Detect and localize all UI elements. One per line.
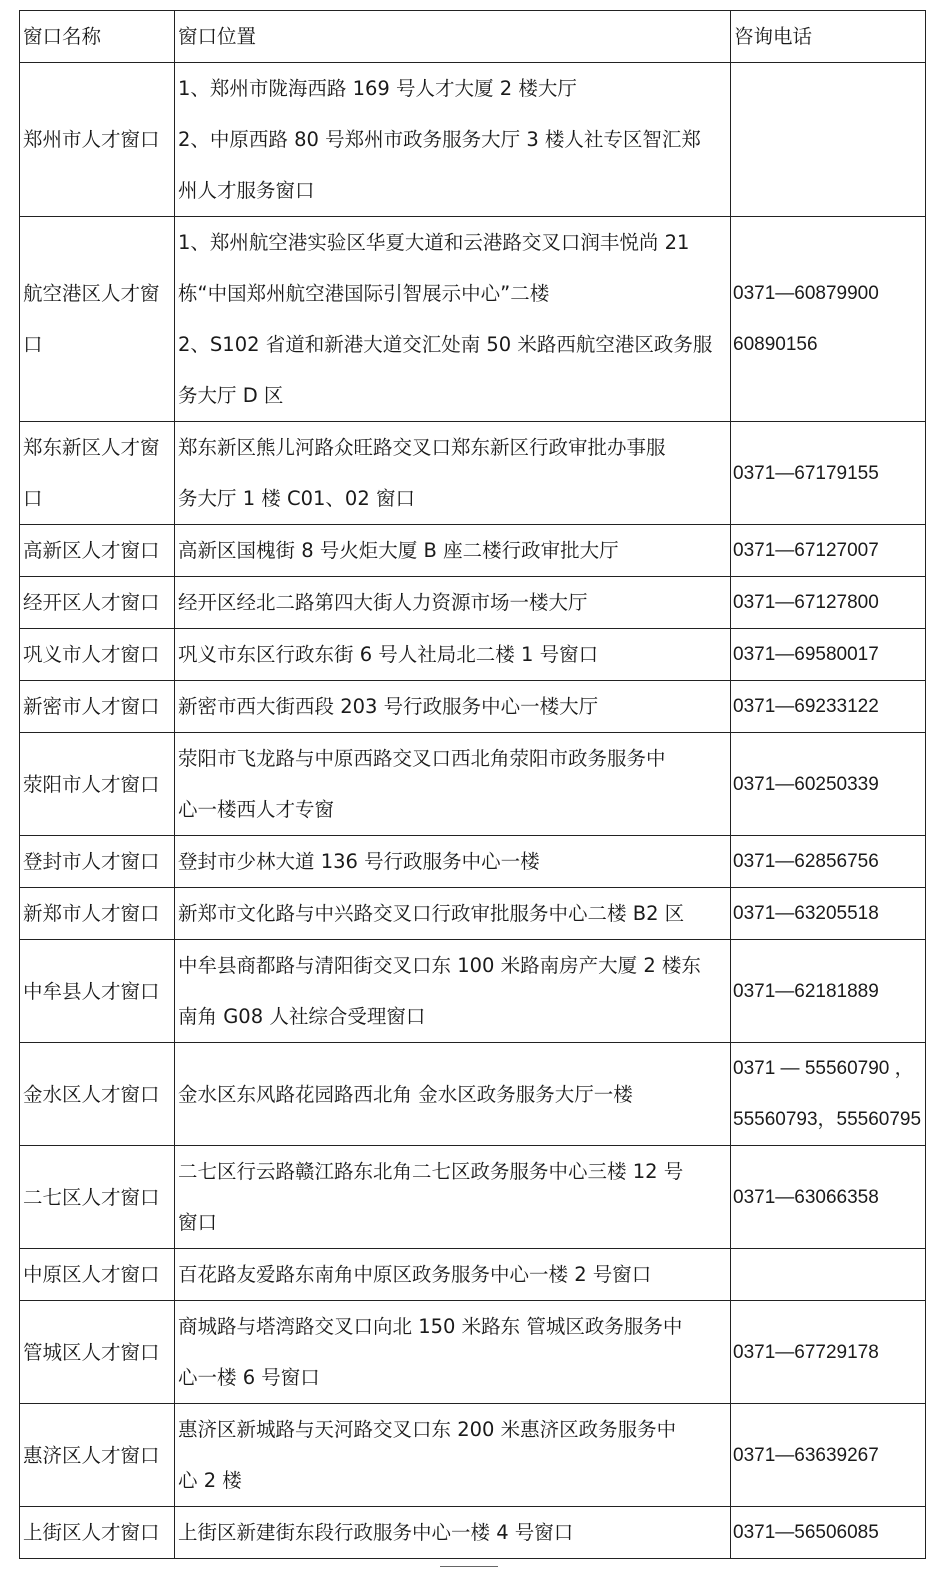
cell-location [175, 940, 731, 1043]
location-line: 郑东新区熊儿河路众旺路交叉口郑东新区行政审批办事服 [178, 436, 666, 459]
phone-line: 0371—60250339 [733, 773, 879, 795]
location-line: 2、中原西路 80 号郑州市政务服务大厅 3 楼人社专区智汇郑 [178, 128, 701, 151]
cell-name [20, 63, 175, 217]
table-row [20, 940, 926, 1043]
cell-phone [731, 1301, 926, 1404]
table-row [20, 422, 926, 525]
location-line: 经开区经北二路第四大街人力资源市场一楼大厅 [178, 591, 588, 614]
location-line: 登封市少林大道 136 号行政服务中心一楼 [178, 850, 540, 873]
location-line: 2、S102 省道和新港大道交汇处南 50 米路西航空港区政务服 [178, 333, 713, 356]
table-row [20, 1249, 926, 1301]
cell-name [20, 422, 175, 525]
location-line: 巩义市东区行政东街 6 号人社局北二楼 1 号窗口 [178, 643, 599, 666]
location-line: 金水区东风路花园路西北角 金水区政务服务大厅一楼 [178, 1082, 633, 1106]
header-row [20, 11, 926, 63]
name-line: 登封市人才窗口 [23, 850, 160, 873]
name-line: 郑东新区人才窗 [23, 436, 160, 459]
location-line: 窗口 [178, 1211, 218, 1234]
cell-name [20, 1507, 175, 1559]
location-line: 商城路与塔湾路交叉口向北 150 米路东 管城区政务服务中 [178, 1315, 683, 1338]
name-line: 惠济区人才窗口 [23, 1443, 160, 1467]
table-row [20, 1301, 926, 1404]
phone-line: 0371—67179155 [733, 462, 879, 484]
phone-line: 0371—60879900 [733, 283, 879, 304]
header-name: 窗口名称 [20, 11, 175, 63]
cell-location [175, 1301, 731, 1404]
cell-phone [731, 733, 926, 836]
cell-location [175, 629, 731, 681]
phone-line: 0371—62856756 [733, 851, 879, 872]
table-row [20, 888, 926, 940]
location-line: 惠济区新城路与天河路交叉口东 200 米惠济区政务服务中 [178, 1418, 677, 1441]
cell-name [20, 1404, 175, 1507]
cell-location [175, 217, 731, 422]
phone-line: 0371—62181889 [733, 980, 879, 1002]
name-line: 新密市人才窗口 [23, 695, 160, 718]
name-line: 口 [23, 333, 43, 356]
cell-phone [731, 836, 926, 888]
cell-phone [731, 1043, 926, 1146]
header-location: 窗口位置 [175, 11, 731, 63]
location-line: 南角 G08 人社综合受理窗口 [178, 1005, 426, 1028]
table-row [20, 217, 926, 422]
table-row [20, 1404, 926, 1507]
location-line: 心 2 楼 [178, 1469, 242, 1492]
location-line: 荥阳市飞龙路与中原西路交叉口西北角荥阳市政务服务中 [178, 747, 666, 770]
name-line: 中原区人才窗口 [23, 1263, 160, 1286]
cell-name [20, 888, 175, 940]
location-line: 中牟县商都路与清阳街交叉口东 100 米路南房产大厦 2 楼东 [178, 954, 701, 977]
cell-location [175, 836, 731, 888]
cell-phone [731, 63, 926, 217]
cell-location [175, 888, 731, 940]
cell-name [20, 733, 175, 836]
table-row [20, 1146, 926, 1249]
phone-line: 0371—69580017 [733, 644, 879, 665]
table-row [20, 733, 926, 836]
phone-line: 0371 — 55560790 ， [733, 1058, 914, 1079]
cell-location [175, 422, 731, 525]
cell-phone [731, 1404, 926, 1507]
cell-phone [731, 1507, 926, 1559]
cell-location [175, 525, 731, 577]
cell-location [175, 1507, 731, 1559]
name-line: 荥阳市人才窗口 [23, 772, 160, 796]
cell-phone [731, 422, 926, 525]
location-line: 1、郑州航空港实验区华夏大道和云港路交叉口润丰悦尚 21 [178, 231, 690, 254]
name-line: 巩义市人才窗口 [23, 643, 160, 666]
location-line: 高新区国槐街 8 号火炬大厦 B 座二楼行政审批大厅 [178, 539, 619, 562]
header-phone: 咨询电话 [731, 11, 926, 63]
location-line: 1、郑州市陇海西路 169 号人才大厦 2 楼大厅 [178, 77, 577, 100]
cell-phone [731, 217, 926, 422]
phone-line: 55560793，55560795 [733, 1109, 922, 1130]
cell-phone [731, 940, 926, 1043]
cell-name [20, 940, 175, 1043]
table-row [20, 1507, 926, 1559]
cell-name [20, 681, 175, 733]
cell-location [175, 681, 731, 733]
cell-name [20, 1043, 175, 1146]
cell-phone [731, 1249, 926, 1301]
location-line: 二七区行云路赣江路东北角二七区政务服务中心三楼 12 号 [178, 1160, 684, 1183]
cell-location [175, 1404, 731, 1507]
table-row [20, 63, 926, 217]
table-row [20, 629, 926, 681]
location-line: 州人才服务窗口 [178, 179, 315, 202]
cell-name [20, 1301, 175, 1404]
name-line: 二七区人才窗口 [23, 1185, 160, 1209]
phone-line: 0371—63066358 [733, 1186, 879, 1208]
phone-line: 0371—67127007 [733, 540, 879, 561]
table-row [20, 525, 926, 577]
cell-phone [731, 525, 926, 577]
cell-location [175, 1146, 731, 1249]
location-line: 新郑市文化路与中兴路交叉口行政审批服务中心二楼 B2 区 [178, 902, 685, 925]
name-line: 郑州市人才窗口 [23, 128, 160, 151]
cell-name [20, 836, 175, 888]
location-line: 百花路友爱路东南角中原区政务服务中心一楼 2 号窗口 [178, 1263, 652, 1286]
name-line: 新郑市人才窗口 [23, 902, 160, 925]
location-line: 心一楼 6 号窗口 [178, 1366, 320, 1389]
cell-phone [731, 577, 926, 629]
name-line: 口 [23, 487, 43, 510]
phone-line: 0371—63639267 [733, 1444, 879, 1466]
cell-location [175, 733, 731, 836]
cell-name [20, 629, 175, 681]
location-line: 务大厅 1 楼 C01、02 窗口 [178, 487, 415, 510]
name-line: 经开区人才窗口 [23, 591, 160, 614]
name-line: 高新区人才窗口 [23, 539, 160, 562]
table-row [20, 577, 926, 629]
cell-phone [731, 888, 926, 940]
page-edge-mark [440, 1566, 498, 1567]
location-line: 栋“中国郑州航空港国际引智展示中心”二楼 [178, 282, 550, 305]
cell-name [20, 577, 175, 629]
name-line: 金水区人才窗口 [23, 1082, 160, 1106]
table-row [20, 1043, 926, 1146]
cell-name [20, 1249, 175, 1301]
location-line: 上街区新建街东段行政服务中心一楼 4 号窗口 [178, 1521, 574, 1544]
location-line: 心一楼西人才专窗 [178, 798, 335, 821]
cell-name [20, 217, 175, 422]
phone-line: 0371—69233122 [733, 696, 879, 717]
table-row [20, 836, 926, 888]
phone-line: 0371—63205518 [733, 903, 879, 924]
phone-line: 0371—67127800 [733, 592, 879, 613]
location-line: 新密市西大街西段 203 号行政服务中心一楼大厅 [178, 695, 599, 718]
talent-window-table [19, 10, 926, 1559]
cell-location [175, 1043, 731, 1146]
phone-line: 60890156 [733, 334, 818, 355]
location-line: 务大厅 D 区 [178, 384, 284, 407]
table-row [20, 681, 926, 733]
cell-phone [731, 1146, 926, 1249]
cell-location [175, 63, 731, 217]
name-line: 中牟县人才窗口 [23, 979, 160, 1003]
name-line: 航空港区人才窗 [23, 282, 160, 305]
cell-phone [731, 629, 926, 681]
phone-line: 0371—67729178 [733, 1341, 879, 1363]
name-line: 上街区人才窗口 [23, 1521, 160, 1544]
cell-name [20, 1146, 175, 1249]
cell-location [175, 577, 731, 629]
phone-line: 0371—56506085 [733, 1522, 879, 1543]
cell-location [175, 1249, 731, 1301]
cell-phone [731, 681, 926, 733]
cell-name [20, 525, 175, 577]
name-line: 管城区人才窗口 [23, 1340, 160, 1364]
